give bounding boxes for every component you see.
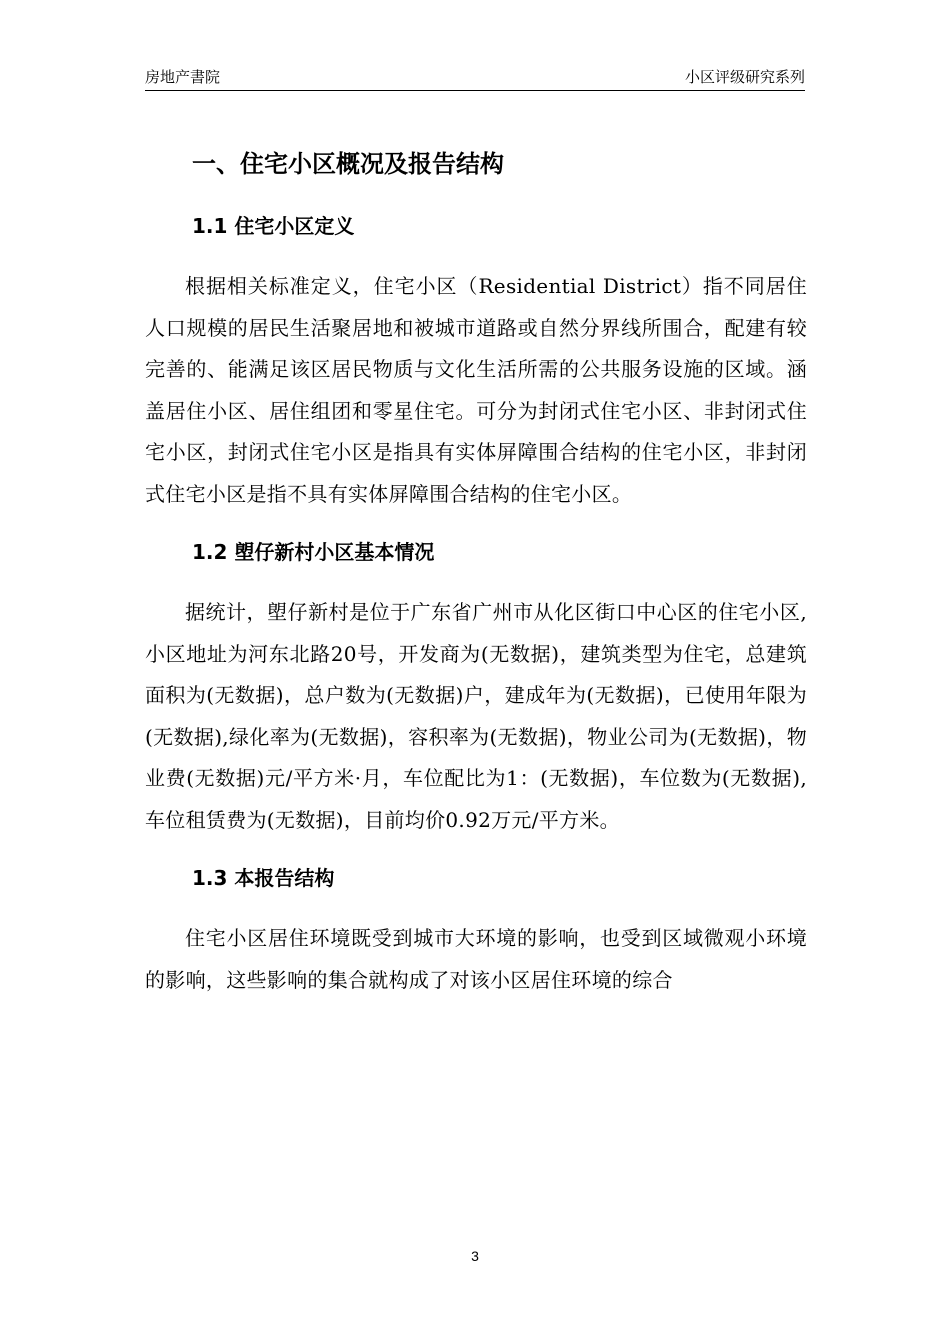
paragraph-definition: 根据相关标准定义，住宅小区（Residential District）指不同居住人口规模的居民生活聚居地和被城市道路或自然分界线所围合，配建有较完善的、能满足该区居民物质与文化生活所需的公共服务设施的区域。涵盖居住小区、居住组团和零星住宅。可分为封闭式住宅小区、非封闭式住宅小区，封闭式住宅小区是指具有实体屏障围合结构的住宅小区，非封闭式住宅小区是指不具有实体屏障围合结构的住宅小区。 <box>145 274 807 506</box>
subsection-title-1-1: 1.1 住宅小区定义 <box>192 214 355 238</box>
header-series: 小区评级研究系列 <box>684 68 805 86</box>
page-number: 3 <box>471 1248 479 1264</box>
page-content <box>145 140 807 1001</box>
paragraph-report-structure: 住宅小区居住环境既受到城市大环境的影响，也受到区域微观小环境的影响，这些影响的集合就构成了对该小区居住环境的综合 <box>145 926 807 992</box>
section-title: 一、住宅小区概况及报告结构 <box>192 150 504 178</box>
paragraph-basic-info: 据统计，塱仔新村是位于广东省广州市从化区街口中心区的住宅小区,小区地址为河东北路20号，开发商为(无数据)，建筑类型为住宅，总建筑面积为(无数据)，总户数为(无数据)户，建成年为(无数据)，已使用年限为(无数据),绿化率为(无数据)，容积率为(无数据)，物业公司为(无数据)，物业费(无数据)元/平方米·月，车位配比为1：(无数据)，车位数为(无数据),车位租赁费为(无数据)，目前均价0.92万元/平方米。 <box>145 600 807 832</box>
subsection-title-1-3: 1.3 本报告结构 <box>192 866 335 890</box>
subsection-title-1-2: 1.2 塱仔新村小区基本情况 <box>192 540 435 564</box>
page-header <box>145 64 805 91</box>
header-publisher: 房地产書院 <box>145 68 221 86</box>
